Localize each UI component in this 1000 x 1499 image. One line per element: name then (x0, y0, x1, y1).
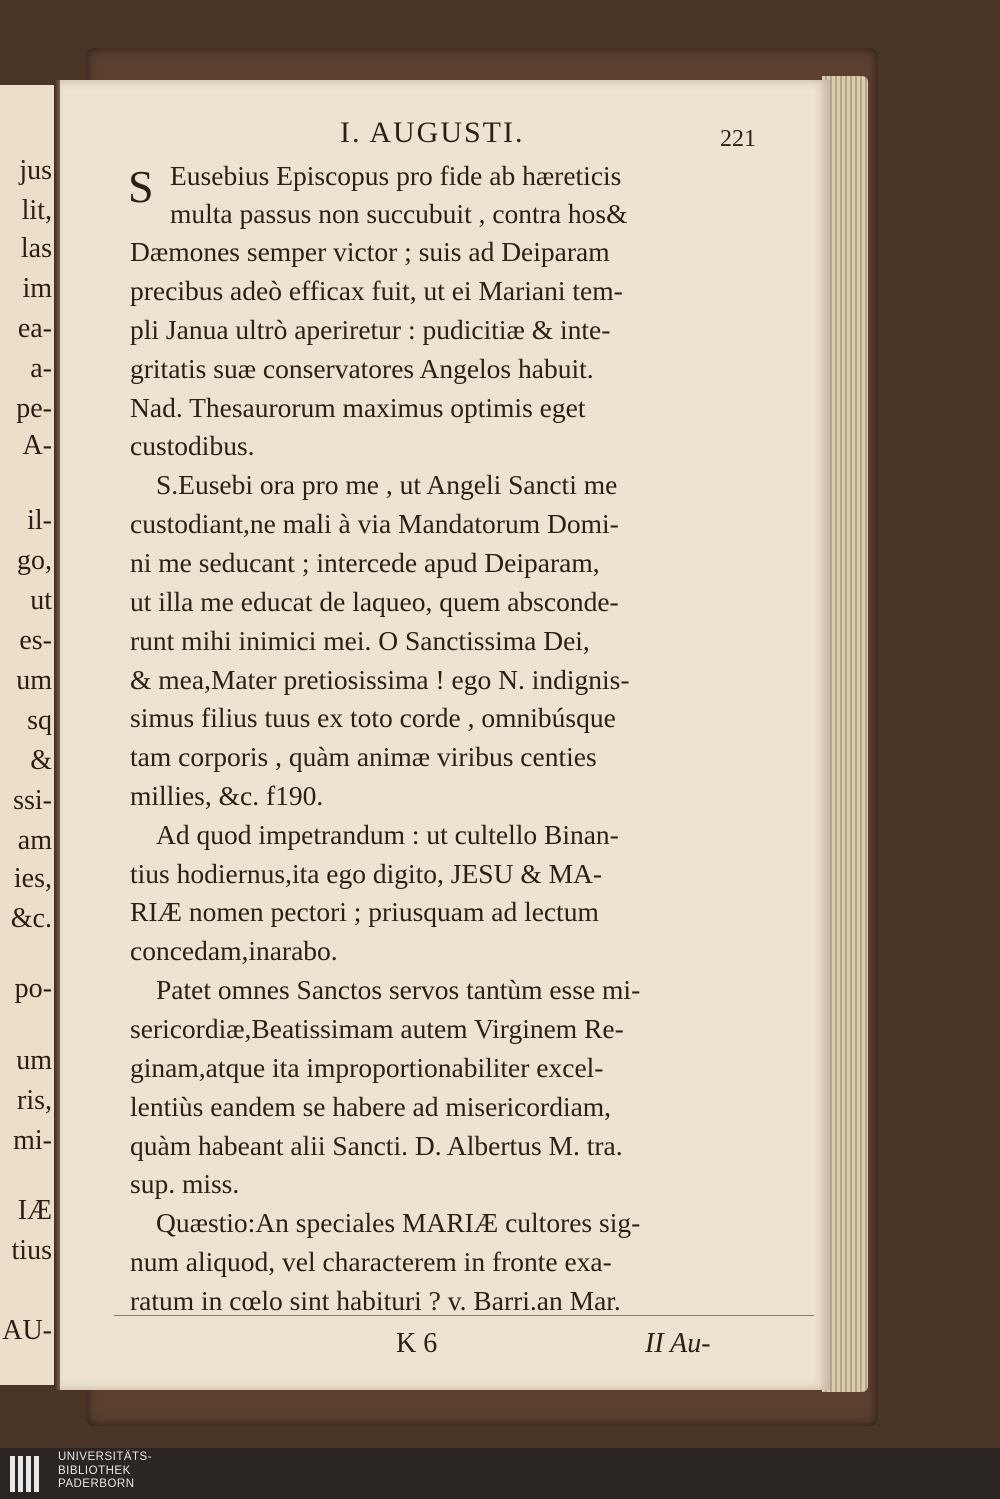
text-line: lentiùs eandem se habere ad misericordiam, (130, 1091, 612, 1122)
text-line: sericordiæ,Beatissimam autem Virginem Re- (130, 1013, 624, 1044)
left-page-text-fragment: es- (19, 625, 52, 656)
left-page-text-fragment: lit, (21, 195, 52, 226)
library-name-line1: UNIVERSITÄTS- (58, 1451, 153, 1463)
left-page-text-fragment: las (20, 233, 52, 264)
page-number: 221 (720, 126, 756, 152)
text-line: tius hodiernus,ita ego digito, JESU & MA- (130, 858, 603, 889)
library-name-line2: BIBLIOTHEK (58, 1464, 131, 1477)
text-line: Nad. Thesaurorum maximus optimis eget (130, 392, 586, 423)
left-page-text-fragment: mi- (13, 1125, 52, 1156)
left-page-text-fragment: am (17, 825, 52, 856)
left-page-text-fragment: po- (14, 973, 52, 1004)
text-line: ni me seducant ; intercede apud Deiparam, (130, 547, 600, 578)
drop-cap: S (128, 161, 154, 212)
left-page-text-fragment: um (16, 665, 52, 696)
text-line: Patet omnes Sanctos servos tantùm esse mi- (156, 974, 641, 1005)
text-line: custodiant,ne mali à via Mandatorum Domi- (130, 508, 619, 539)
text-line: ratum in cœlo sint habituri ? v. Barri.an Mar. (130, 1285, 621, 1316)
signature-mark: K 6 (396, 1328, 438, 1359)
text-line: concedam,inarabo. (130, 935, 338, 966)
text-line: S.Eusebi ora pro me , ut Angeli Sancti me (156, 469, 618, 500)
text-line: quàm habeant alii Sancti. D. Albertus M. tra. (130, 1130, 623, 1161)
left-page-text-fragment: ris, (17, 1085, 52, 1116)
text-line: multa passus non succubuit , contra hos& (170, 198, 628, 229)
text-line: simus filius tuus ex toto corde , omnibúsque (130, 702, 616, 733)
text-line: Eusebius Episcopus pro fide ab hæreticis (170, 160, 622, 191)
text-line: precibus adeò efficax fuit, ut ei Mariani tem- (130, 275, 623, 306)
left-page-text-fragment: ssi- (13, 785, 52, 816)
text-line: tam corporis , quàm animæ viribus centies (130, 741, 597, 772)
text-line: RIÆ nomen pectori ; priusquam ad lectum (130, 896, 599, 927)
text-line: ginam,atque ita improportionabiliter excel- (130, 1052, 604, 1083)
text-line: Ad quod impetrandum : ut cultello Binan- (156, 819, 619, 850)
left-page-text-fragment: im (22, 273, 52, 304)
left-page-text-fragment: go, (17, 545, 52, 576)
left-page-fragment (0, 85, 58, 1385)
left-page-text-fragment: ea- (17, 313, 52, 344)
library-name-line3: PADERBORN (58, 1478, 135, 1490)
left-page-text-fragment: il- (27, 505, 52, 536)
text-line: num aliquod, vel characterem in fronte exa- (130, 1246, 612, 1277)
left-page-text-fragment: pe- (16, 393, 52, 424)
left-page-text-fragment: ut (30, 585, 52, 616)
text-line: Dæmones semper victor ; suis ad Deiparam (130, 236, 610, 267)
text-line: custodibus. (130, 430, 255, 461)
library-footer (0, 1448, 1000, 1499)
text-line: Quæstio:An speciales MARIÆ cultores sig- (156, 1207, 641, 1238)
catchword: II Au- (645, 1328, 711, 1359)
text-line: gritatis suæ conservatores Angelos habuit. (130, 353, 594, 384)
left-page-text-fragment: tius (11, 1235, 52, 1266)
left-page-text-fragment: &c. (10, 903, 52, 934)
library-name (58, 1451, 152, 1492)
text-line: pli Janua ultrò aperiretur : pudicitiæ & inte- (130, 314, 611, 345)
bottom-rule (114, 1315, 814, 1316)
main-page (60, 80, 830, 1390)
left-page-text-fragment: ies, (13, 863, 52, 894)
text-line: ut illa me educat de laqueo, quem abscondе- (130, 586, 619, 617)
left-page-text-fragment: jus (19, 155, 52, 186)
left-page-text-fragment: sq (27, 705, 52, 736)
running-head: I. AUGUSTI. (340, 116, 525, 149)
text-line: millies, &c. f190. (130, 780, 324, 811)
text-line: runt mihi inimici mei. O Sanctissima Dei, (130, 625, 590, 656)
left-page-text-fragment: AU- (2, 1315, 52, 1346)
left-page-text-fragment: a- (30, 353, 52, 384)
text-line: & mea,Mater pretiosissima ! ego N. indignis- (130, 664, 630, 695)
text-line: sup. miss. (130, 1168, 240, 1199)
library-logo-icon (10, 1456, 50, 1492)
left-page-text-fragment: A- (22, 430, 52, 461)
left-page-text-fragment: IÆ (17, 1195, 52, 1226)
left-page-text-fragment: & (30, 745, 52, 776)
left-page-text-fragment: um (16, 1045, 52, 1076)
